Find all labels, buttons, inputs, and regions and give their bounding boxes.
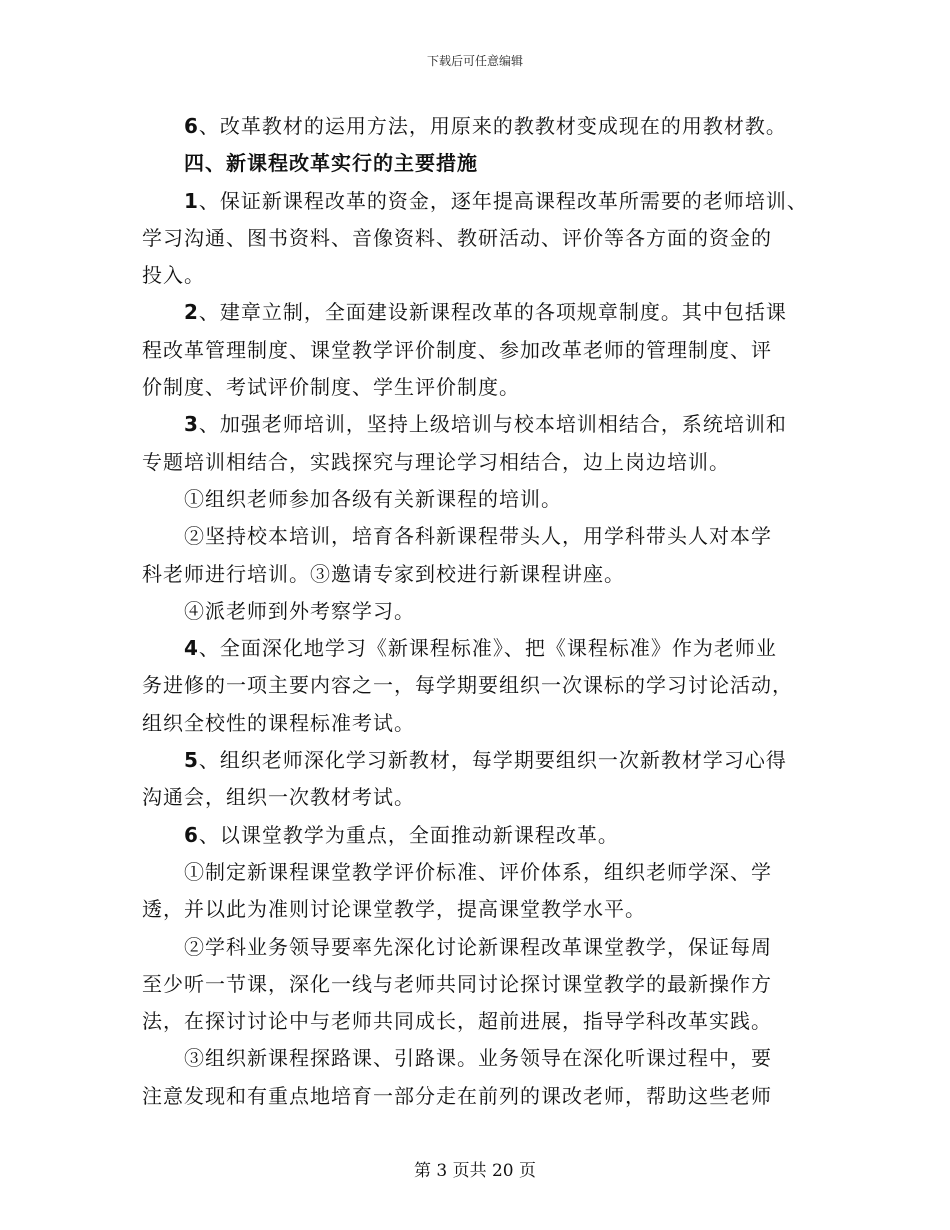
- document-body: [142, 108, 814, 1115]
- line-text: 、建章立制，全面建设新课程改革的各项规章制度。其中包括课: [198, 300, 787, 325]
- line-text: 组织全校性的课程标准考试。: [142, 710, 415, 735]
- text-line: [142, 556, 814, 593]
- line-text: ②学科业务领导要率先深化讨论新课程改革课堂教学，保证每周: [184, 934, 772, 959]
- text-line: [142, 705, 814, 742]
- text-line: [142, 369, 814, 406]
- line-text: 、组织老师深化学习新教材，每学期要组织一次新教材学习心得: [198, 748, 787, 773]
- line-text: 、加强老师培训，坚持上级培训与校本培训相结合，系统培训和: [198, 412, 787, 437]
- text-line: [142, 966, 814, 1003]
- page-footer: 第 3 页共 20 页: [413, 1161, 537, 1181]
- item-number: 2: [184, 300, 199, 325]
- text-line: [142, 108, 814, 145]
- text-line: [142, 518, 814, 555]
- line-text: 、全面深化地学习《新课程标准》、把《课程标准》作为老师业: [198, 636, 777, 661]
- line-text: 投入。: [142, 263, 205, 288]
- line-text: 务进修的一项主要内容之一，每学期要组织一次课标的学习讨论活动，: [142, 673, 793, 698]
- line-text: 沟通会，组织一次教材考试。: [142, 785, 415, 810]
- line-text: 学习沟通、图书资料、音像资料、教研活动、评价等各方面的资金的: [142, 225, 772, 250]
- line-text: ③组织新课程探路课、引路课。业务领导在深化听课过程中，要: [184, 1046, 772, 1071]
- line-text: 、改革教材的运用方法，用原来的教教材变成现在的用教材教。: [198, 114, 787, 138]
- text-line: [142, 444, 814, 481]
- line-text: ①制定新课程课堂教学评价标准、评价体系，组织老师学深、学: [184, 859, 772, 884]
- text-line: [142, 1003, 814, 1040]
- text-line: [142, 183, 814, 220]
- line-text: 程改革管理制度、课堂教学评价制度、参加改革老师的管理制度、评: [142, 337, 772, 362]
- text-line: [142, 779, 814, 816]
- item-number: 6: [184, 822, 199, 847]
- item-number: 4: [184, 636, 199, 661]
- text-line: [142, 1078, 814, 1115]
- item-number: 1: [184, 188, 199, 213]
- text-line: [142, 481, 814, 518]
- line-text: ①组织老师参加各级有关新课程的培训。: [184, 486, 562, 511]
- line-text: 科老师进行培训。③邀请专家到校进行新课程讲座。: [142, 561, 625, 586]
- text-line: [142, 406, 814, 443]
- text-line: [142, 593, 814, 630]
- line-text: 价制度、考试评价制度、学生评价制度。: [142, 375, 520, 400]
- line-text: 四、新课程改革实行的主要措施: [184, 151, 478, 176]
- text-line: [142, 257, 814, 294]
- line-text: 法，在探讨讨论中与老师共同成长，超前进展，指导学科改革实践。: [142, 1009, 772, 1034]
- line-text: 透，并以此为准则讨论课堂教学，提高课堂教学水平。: [142, 897, 646, 922]
- item-number: 3: [184, 412, 199, 437]
- text-line: [142, 332, 814, 369]
- line-text: 至少听一节课，深化一线与老师共同讨论探讨课堂教学的最新操作方: [142, 971, 772, 996]
- text-line: [142, 929, 814, 966]
- page-header: 下载后可任意编辑: [426, 54, 523, 68]
- text-line: [142, 854, 814, 891]
- text-line: [142, 667, 814, 704]
- text-line: [142, 630, 814, 667]
- line-text: 、保证新课程改革的资金，逐年提高课程改革所需要的老师培训、: [198, 188, 808, 213]
- text-line: [142, 1040, 814, 1077]
- text-line: [142, 294, 814, 331]
- line-text: ②坚持校本培训，培育各科新课程带头人，用学科带头人对本学: [184, 524, 772, 549]
- line-text: ④派老师到外考察学习。: [184, 598, 415, 623]
- line-text: 注意发现和有重点地培育一部分走在前列的课改老师，帮助这些老师: [142, 1083, 772, 1108]
- text-line: [142, 742, 814, 779]
- text-line: [142, 891, 814, 928]
- item-number: 5: [184, 748, 199, 773]
- text-line: [142, 817, 814, 854]
- item-number: 6: [184, 114, 199, 138]
- text-line: [142, 220, 814, 257]
- section-heading: [142, 145, 814, 182]
- line-text: 、以课堂教学为重点，全面推动新课程改革。: [198, 822, 619, 847]
- line-text: 专题培训相结合，实践探究与理论学习相结合，边上岗边培训。: [142, 449, 730, 474]
